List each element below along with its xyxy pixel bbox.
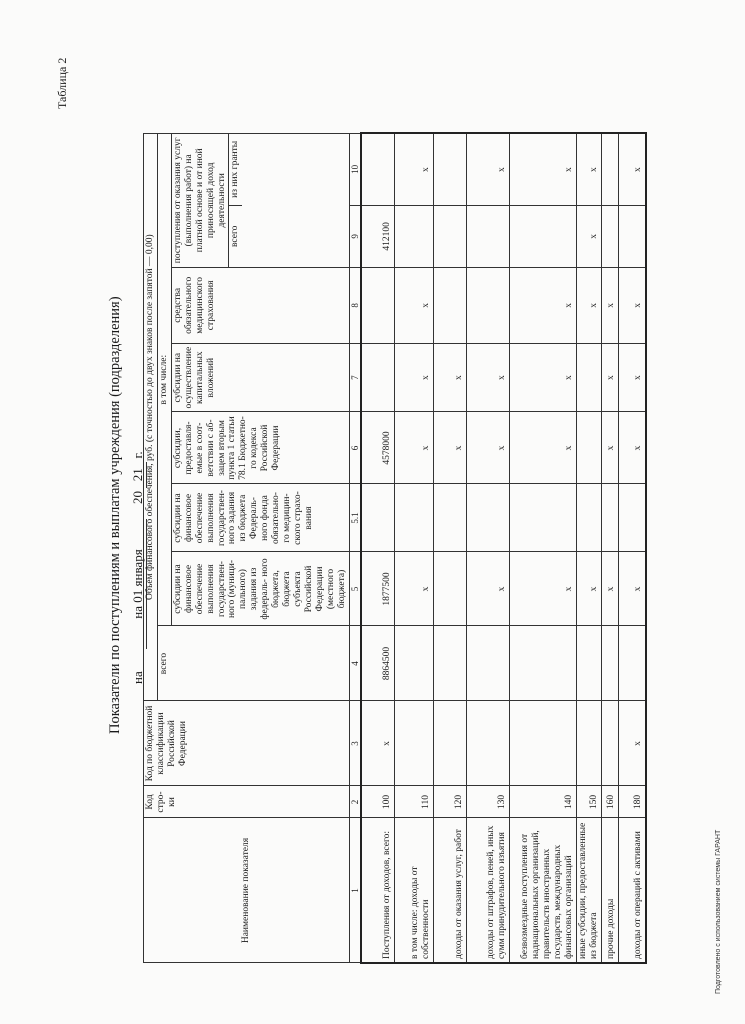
colnum-10: 10 bbox=[349, 133, 361, 205]
header-c8: средства обязательного медицинского страхования bbox=[171, 267, 349, 343]
cell-c6: x bbox=[394, 412, 433, 484]
header-c6: субсидии, предоставля- емые в соот- ветствии с аб- зацем вторым пункта 1 статьи 78.1 Бюджетно- го кодекса Российской Федерации bbox=[171, 412, 349, 484]
table-number: Таблица 2 bbox=[55, 57, 69, 109]
cell-c7: x bbox=[601, 343, 618, 412]
header-c7: субсидии на осуществление капитальных вложений bbox=[171, 343, 349, 412]
cell-c51 bbox=[433, 484, 466, 552]
cell-c10: x bbox=[394, 133, 433, 205]
cell-total bbox=[509, 626, 576, 701]
cell-c5: x bbox=[618, 552, 646, 626]
cell-c6 bbox=[576, 412, 601, 484]
cell-c8: x bbox=[618, 267, 646, 343]
cell-name: Поступления от доходов, всего: bbox=[361, 818, 395, 963]
cell-bk bbox=[601, 701, 618, 786]
table-row bbox=[509, 133, 576, 963]
cell-c9 bbox=[618, 205, 646, 267]
cell-c9 bbox=[601, 205, 618, 267]
cell-name: иные субсидии, предоставленные из бюджета bbox=[576, 818, 601, 963]
cell-c10: x bbox=[618, 133, 646, 205]
cell-c51 bbox=[509, 484, 576, 552]
header-name: Наименование показателя bbox=[144, 818, 350, 963]
cell-c8: x bbox=[509, 267, 576, 343]
page-title: Показатели по поступлениям и выплатам учреждения (подразделения) bbox=[107, 296, 123, 734]
cell-bk bbox=[509, 701, 576, 786]
cell-c6: 4578000 bbox=[361, 412, 395, 484]
colnum-4: 4 bbox=[349, 626, 361, 701]
cell-bk: x bbox=[618, 701, 646, 786]
cell-c51 bbox=[466, 484, 509, 552]
date-prefix: на bbox=[130, 671, 145, 684]
cell-total bbox=[601, 626, 618, 701]
cell-c10: x bbox=[466, 133, 509, 205]
cell-total bbox=[466, 626, 509, 701]
cell-c51 bbox=[394, 484, 433, 552]
cell-c5: x bbox=[576, 552, 601, 626]
header-paid-services bbox=[171, 133, 349, 267]
cell-code: 100 bbox=[361, 786, 395, 818]
cell-c7: x bbox=[618, 343, 646, 412]
cell-c51 bbox=[618, 484, 646, 552]
table-row bbox=[466, 133, 509, 963]
cell-c8: x bbox=[601, 267, 618, 343]
cell-name: безвозмездные поступления от наднациональных организаций, правительств иностранных государств, международных финансовых организаций bbox=[509, 818, 576, 963]
cell-c6: x bbox=[509, 412, 576, 484]
cell-c8: x bbox=[576, 267, 601, 343]
cell-c9 bbox=[394, 205, 433, 267]
cell-name: в том числе: доходы от собственности bbox=[394, 818, 433, 963]
cell-c7: x bbox=[466, 343, 509, 412]
cell-code: 160 bbox=[601, 786, 618, 818]
cell-c8 bbox=[361, 267, 395, 343]
cell-bk: x bbox=[361, 701, 395, 786]
cell-c5: x bbox=[509, 552, 576, 626]
cell-code: 110 bbox=[394, 786, 433, 818]
cell-c5: x bbox=[466, 552, 509, 626]
garant-note: Подготовлено с использованием системы ГАРАНТ bbox=[715, 829, 722, 994]
cell-code: 180 bbox=[618, 786, 646, 818]
cell-name: доходы от операций с активами bbox=[618, 818, 646, 963]
cell-total bbox=[394, 626, 433, 701]
cell-total bbox=[618, 626, 646, 701]
header-c51: субсидии на финансовое обеспечение выполнения государствен- ного задания из бюджета Федераль- ного фонда обязательно- го медицин- ского страхо- вания bbox=[171, 484, 349, 552]
cell-c5: 1877500 bbox=[361, 552, 395, 626]
header-c10: из них гранты bbox=[230, 140, 241, 198]
cell-c10 bbox=[361, 133, 395, 205]
cell-c7 bbox=[576, 343, 601, 412]
table-row bbox=[361, 133, 395, 963]
header-c5: субсидии на финансовое обеспечение выполнения государствен- ного (муници- пального) задания из федераль- ного бюджета, бюджета субъекта Российской Федерации (местного бюджета) bbox=[171, 552, 349, 626]
cell-bk bbox=[466, 701, 509, 786]
indicators-table bbox=[143, 132, 647, 964]
header-c9-group: поступления от оказания услуг (выполнения работ) на платной основе и от иной приносящей доход деятельности bbox=[172, 134, 230, 267]
year-unit: г. bbox=[130, 451, 145, 459]
cell-name: доходы от оказания услуг, работ bbox=[433, 818, 466, 963]
cell-c9 bbox=[509, 205, 576, 267]
header-bk: Код по бюджетной классификации Российской Федерации bbox=[144, 701, 350, 786]
cell-code: 140 bbox=[509, 786, 576, 818]
cell-c10: x bbox=[509, 133, 576, 205]
year-suffix: 21 bbox=[130, 462, 147, 488]
cell-total bbox=[576, 626, 601, 701]
cell-c7: x bbox=[509, 343, 576, 412]
cell-name: прочие доходы bbox=[601, 818, 618, 963]
colnum-1: 1 bbox=[349, 818, 361, 963]
cell-c51 bbox=[361, 484, 395, 552]
cell-c9 bbox=[433, 205, 466, 267]
cell-c9: 412100 bbox=[361, 205, 395, 267]
colnum-9: 9 bbox=[349, 205, 361, 267]
colnum-5: 5 bbox=[349, 552, 361, 626]
colnum-2: 2 bbox=[349, 786, 361, 818]
colnum-5-1: 5.1 bbox=[349, 484, 361, 552]
cell-c51 bbox=[601, 484, 618, 552]
cell-c6: x bbox=[618, 412, 646, 484]
cell-name: доходы от штрафов, пеней, иных сумм принудительного изъятия bbox=[466, 818, 509, 963]
cell-c10 bbox=[433, 133, 466, 205]
cell-c5: x bbox=[394, 552, 433, 626]
cell-c8 bbox=[466, 267, 509, 343]
header-code: Код стро- ки bbox=[144, 786, 350, 818]
date-value: на 01 января bbox=[130, 519, 147, 649]
cell-c6: x bbox=[466, 412, 509, 484]
cell-bk bbox=[394, 701, 433, 786]
cell-total bbox=[433, 626, 466, 701]
cell-c51 bbox=[576, 484, 601, 552]
colnum-7: 7 bbox=[349, 343, 361, 412]
cell-c7 bbox=[361, 343, 395, 412]
colnum-3: 3 bbox=[349, 701, 361, 786]
cell-c10 bbox=[601, 133, 618, 205]
colnum-8: 8 bbox=[349, 267, 361, 343]
cell-c8: x bbox=[394, 267, 433, 343]
table-row bbox=[601, 133, 618, 963]
cell-c6: x bbox=[601, 412, 618, 484]
cell-c5 bbox=[433, 552, 466, 626]
cell-c6: x bbox=[433, 412, 466, 484]
cell-bk bbox=[433, 701, 466, 786]
cell-bk bbox=[576, 701, 601, 786]
colnum-6: 6 bbox=[349, 412, 361, 484]
year-prefix: 20 bbox=[130, 491, 145, 504]
table-row bbox=[433, 133, 466, 963]
cell-c5: x bbox=[601, 552, 618, 626]
header-volume: Объем финансового обеспечения, руб. (с точностью до двух знаков после запятой — 0,00) bbox=[144, 133, 158, 701]
table-row bbox=[618, 133, 646, 963]
cell-code: 120 bbox=[433, 786, 466, 818]
cell-code: 150 bbox=[576, 786, 601, 818]
cell-c7: x bbox=[394, 343, 433, 412]
table-row bbox=[394, 133, 433, 963]
cell-c8 bbox=[433, 267, 466, 343]
header-in-that-number: в том числе: bbox=[157, 133, 171, 626]
cell-c10: x bbox=[576, 133, 601, 205]
header-c9: всего bbox=[229, 205, 242, 267]
cell-c9: x bbox=[576, 205, 601, 267]
header-total: всего bbox=[157, 626, 349, 701]
cell-c9 bbox=[466, 205, 509, 267]
cell-total: 8864500 bbox=[361, 626, 395, 701]
table-row bbox=[576, 133, 601, 963]
cell-c7: x bbox=[433, 343, 466, 412]
cell-code: 130 bbox=[466, 786, 509, 818]
